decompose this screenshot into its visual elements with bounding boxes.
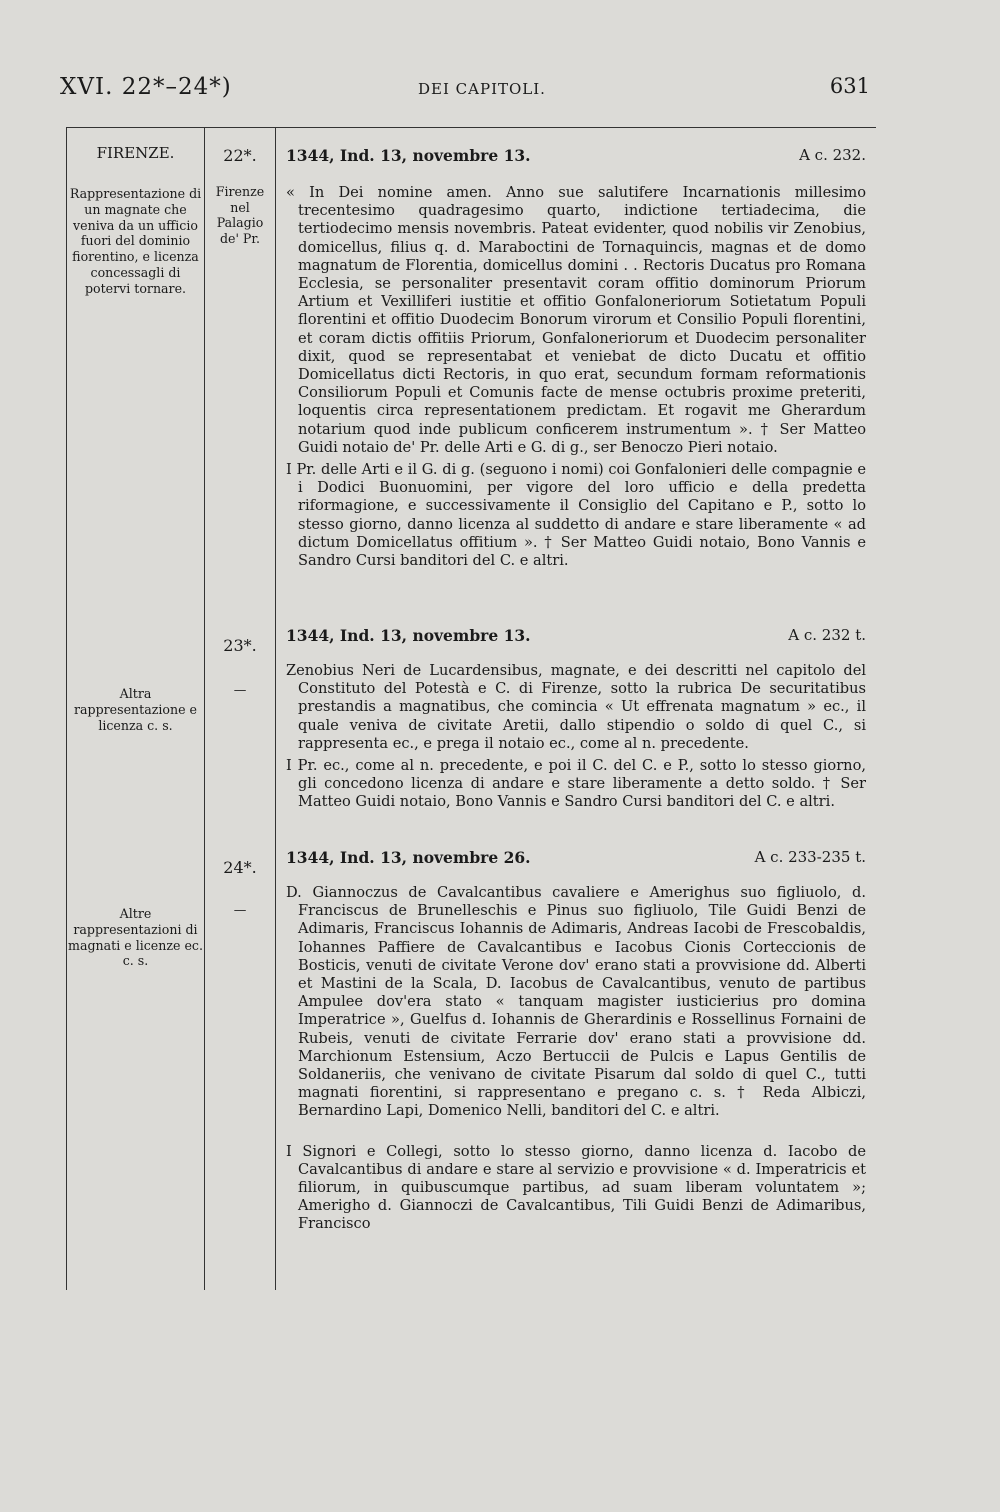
entry-location-24: — xyxy=(233,902,247,917)
entry-date: 1344, Ind. 13, novembre 13. xyxy=(286,146,531,165)
margin-left-rule xyxy=(66,128,67,1290)
header-title: DEI CAPITOLI. xyxy=(418,80,546,98)
entry-heading xyxy=(286,626,866,650)
entry-paragraph: I Signori e Collegi, sotto lo stesso giorno, danno licenza d. Iacobo de Cavalcantibus di andare e stare al servizio e provvisione « d. Imperatricis et filiorum, in quibuscumque partibus, ad suam liberam voluntatem »; Amerigho d. Giannoczi de Cavalcantibus, Tili Guidi Benzi de Adimaribus, Francisco xyxy=(286,1142,866,1233)
running-header xyxy=(60,72,870,106)
entry-location-22: Firenze nel Palagio de' Pr. xyxy=(215,184,265,246)
entry-date: 1344, Ind. 13, novembre 13. xyxy=(286,626,531,645)
entry-23 xyxy=(286,626,866,812)
entry-reference: A c. 232 t. xyxy=(788,626,866,644)
entry-number-22: 22*. xyxy=(223,146,257,165)
entry-location-23: — xyxy=(233,682,247,697)
entry-reference: A c. 233-235 t. xyxy=(754,848,866,866)
header-section-range: XVI. 22*–24*) xyxy=(60,74,232,100)
entry-number-23: 23*. xyxy=(223,636,257,655)
entry-paragraph: I Pr. delle Arti e il G. di g. (seguono i nomi) coi Gonfalonieri delle compagnie e i Dodici Buonuomini, per vigore del loro ufficio e della predetta riformagione, e successivamente il Consiglio del Capitano e P., sotto lo stesso giorno, danno licenza al suddetto di andare e stare liberamente « ad dictum Domicellatus offitium ». † Ser Matteo Guidi notaio, Bono Vannis e Sandro Cursi banditori del C. e altri. xyxy=(286,461,866,570)
entry-24 xyxy=(286,848,866,1234)
margin-note-24: Altre rappresentazioni di magnati e licenze ec. c. s. xyxy=(68,906,203,969)
margin-column-rule xyxy=(204,128,205,1290)
header-rule xyxy=(66,127,876,128)
entry-date: 1344, Ind. 13, novembre 26. xyxy=(286,848,531,867)
number-column-rule xyxy=(275,128,276,1290)
entry-paragraph: I Pr. ec., come al n. precedente, e poi il C. del C. e P., sotto lo stesso giorno, gli concedono licenza di andare e stare liberamente a detto soldo. † Ser Matteo Guidi notaio, Bono Vannis e Sandro Cursi banditori del C. e altri. xyxy=(286,757,866,811)
entry-number-24: 24*. xyxy=(223,858,257,877)
entry-heading xyxy=(286,848,866,872)
entry-22 xyxy=(286,146,866,570)
margin-place: FIRENZE. xyxy=(96,144,175,162)
entry-paragraph: « In Dei nomine amen. Anno sue salutifere Incarnationis millesimo trecentesimo quadragesimo quarto, indictione tertiadecima, die tertiodecimo mensis novembris. Pateat evidenter, quod nobilis vir Zenobius, domicellus, filius q. d. Maraboctini de Tornaquincis, magnas et de domo magnatum de Florentia, domicellus domini . . Rectoris Ducatus pro Romana Ecclesia, se personaliter presentavit coram offitio dominorum Priorum Artium et Vexilliferi iustitie et offitio Gonfaloneriorum Sotietatum Populi florentini et offitio Duodecim Bonorum virorum et Consilio Populi florentini, et coram dictis offitiis Priorum, Gonfaloneriorum et Duodecim personaliter dixit, quod se representabat et veniebat de dicto Ducatu et offitio Domicellatus dicti Rectoris, in quo erat, secundum formam reformationis Consiliorum Populi et Comunis facte de mense octubris proxime preteriti, loquentis circa representationem predictam. Et rogavit me Gherardum notarium quod inde publicum conficerem instrumentum ». † Ser Matteo Guidi notaio de' Pr. delle Arti e G. di g., ser Benoczo Pieri notaio. xyxy=(286,184,866,456)
entry-reference: A c. 232. xyxy=(799,146,866,164)
margin-note-22: Rappresentazione di un magnate che veniva da un ufficio fuori del dominio fiorentino, e licenza concessagli di potervi tornare. xyxy=(69,186,202,296)
entry-paragraph: D. Giannoczus de Cavalcantibus cavaliere e Amerighus suo figliuolo, d. Franciscus de Brunelleschis e Pinus suo figliuolo, Tile Guidi Benzi de Adimaris, Franciscus Iohannis de Adimaris, Andreas Iacobi de Frescobaldis, Iohannes Paffiere de Cavalcantibus e Iacobus Cionis Corteccionis de Bosticis, venuti de civitate Verone dov' erano stati a provvisione dd. Alberti et Mastini de la Scala, D. Iacobus de Cavalcantibus, venuto de partibus Ampulee dov'era stato « tanquam magister iusticierius pro domina Imperatrice », Guelfus d. Iohannis de Gherardinis e Rossellinus Fornaini de Rubeis, venuti de civitate Ferrarie dov' erano stati a provvisione dd. Marchionum Estensium, Aczo Bertuccii de Pulcis e Lapus Gentilis de Soldaneriis, che venivano de civitate Pisarum dal soldo di quel C., tutti magnati fiorentini, si rappresentano e pregano c. s. † Reda Albiczi, Bernardino Lapi, Domenico Nelli, banditori del C. e altri. xyxy=(286,884,866,1120)
margin-note-23: Altra rappresentazione e licenza c. s. xyxy=(74,686,197,733)
page-number: 631 xyxy=(829,74,870,98)
entry-heading xyxy=(286,146,866,170)
entry-paragraph: Zenobius Neri de Lucardensibus, magnate, e dei descritti nel capitolo del Constituto del Potestà e C. di Firenze, sotto la rubrica De securitatibus prestandis a magnatibus, che comincia « Ut effrenata magnatum » ec., il quale veniva de civitate Aretii, dallo stipendio o soldo di quel C., si rappresenta ec., e prega il notaio ec., come al n. precedente. xyxy=(286,662,866,752)
